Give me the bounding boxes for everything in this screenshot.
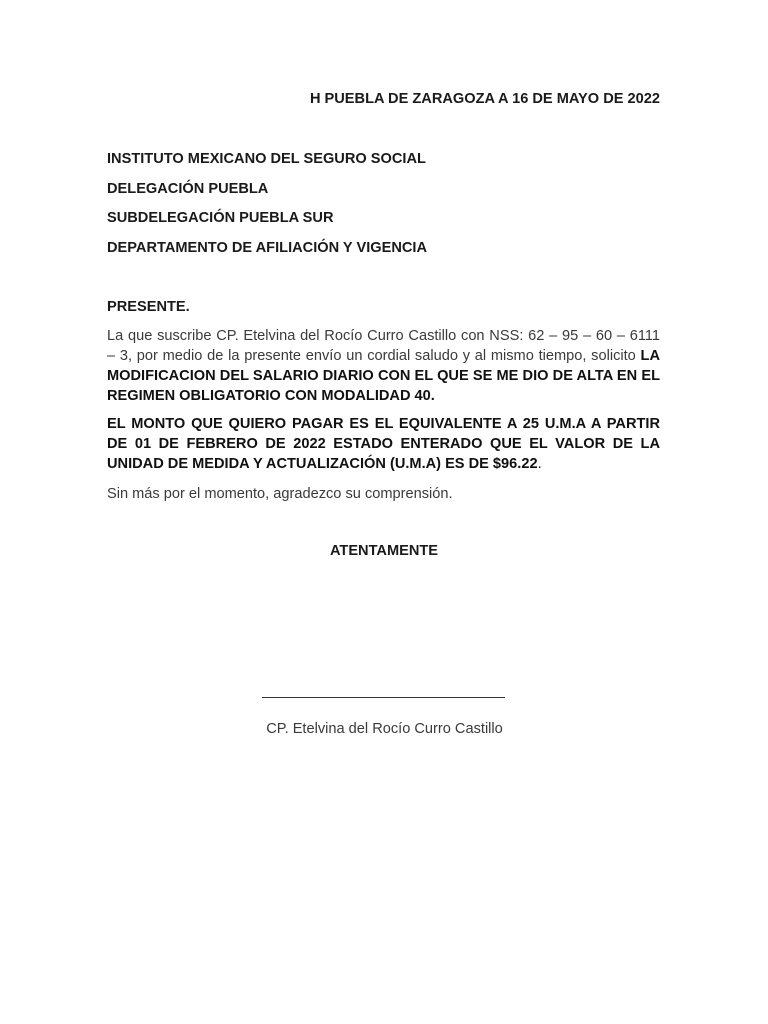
salutation: PRESENTE. (107, 299, 190, 315)
recipient-department: DEPARTAMENTO DE AFILIACIÓN Y VIGENCIA (107, 239, 428, 256)
recipient-delegation: DELEGACIÓN PUEBLA (107, 180, 269, 197)
paragraph-amount-end: . (537, 456, 542, 472)
place-date: H PUEBLA DE ZARAGOZA A 16 DE MAYO DE 2022 (309, 91, 660, 107)
signature-name: CP. Etelvina del Rocío Curro Castillo (266, 721, 503, 737)
closing-text: ATENTAMENTE (329, 543, 439, 559)
paragraph-amount-bold: EL MONTO QUE QUIERO PAGAR ES EL EQUIVALENTE A 25 U.M.A A PARTIR DE 01 DE FEBRERO DE 2022 ESTADO ENTERADO QUE EL VALOR DE LA UNIDAD DE MEDIDA Y ACTUALIZACIÓN (U.M.A) ES DE $96.22 (107, 416, 660, 472)
paragraph-request (107, 326, 660, 406)
paragraph-amount (107, 414, 660, 474)
recipient-subdelegation: SUBDELEGACIÓN PUEBLA SUR (107, 210, 334, 226)
closing-line (0, 543, 768, 559)
paragraph-thanks: Sin más por el momento, agradezco su comprensión. (107, 486, 453, 502)
recipient-block (107, 150, 427, 268)
signature-line (262, 697, 505, 698)
recipient-institution: INSTITUTO MEXICANO DEL SEGURO SOCIAL (107, 151, 426, 167)
paragraph-request-plain: La que suscribe CP. Etelvina del Rocío Curro Castillo con NSS: 62 – 95 – 60 – 6111 – 3, por medio de la presente envío un cordial saludo y al mismo tiempo, solicito (107, 328, 660, 364)
paragraph-request-bold: LA MODIFICACION DEL SALARIO DIARIO CON EL QUE SE ME DIO DE ALTA EN EL REGIMEN OBLIGATORIO CON MODALIDAD 40. (107, 348, 660, 404)
